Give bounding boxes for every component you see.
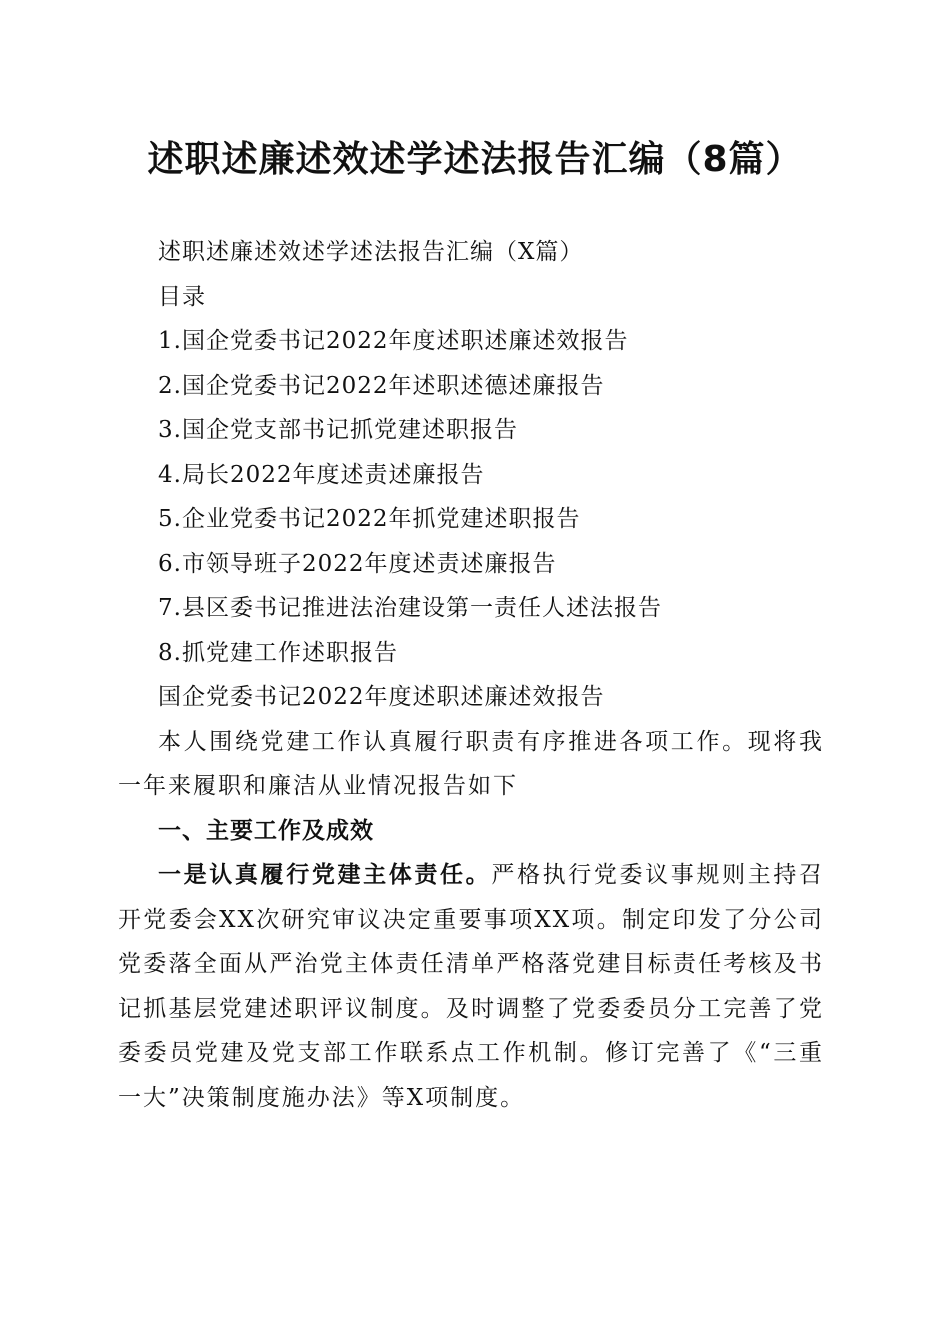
document-title: 述职述廉述效述学述法报告汇编（8篇） <box>147 139 803 180</box>
toc-label: 目录 <box>158 283 206 310</box>
toc-item-6: 6.市领导班子2022年度述责述廉报告 <box>158 550 557 577</box>
toc-item-5: 5.企业党委书记2022年抓党建述职报告 <box>158 506 581 532</box>
intro-paragraph: 本人围绕党建工作认真履行职责有序推进各项工作。现将我一年来履职和廉洁从业情况报告如下 <box>118 728 824 799</box>
paragraph-1-lead: 一是认真履行党建主体责任。 <box>158 862 492 888</box>
paragraph-1-text: 严格执行党委议事规则主持召开党委会XX次研究审议决定重要事项XX项。制定印发了分公司党委落全面从严治党主体责任清单严格落党建目标责任考核及书记抓基层党建述职评议制度。及时调整了党委委员分工完善了党委委员党建及党支部工作联系点工作机制。修订完善了《“三重一大”决策制度施办法》等X项制度。 <box>118 862 825 1111</box>
toc-item-3: 3.国企党支部书记抓党建述职报告 <box>158 417 518 443</box>
paragraph-1 <box>118 853 824 1120</box>
toc-item-8: 8.抓党建工作述职报告 <box>158 639 398 666</box>
section-title: 国企党委书记2022年度述职述廉述效报告 <box>158 684 605 710</box>
document-body <box>118 230 824 1120</box>
toc-item-7: 7.县区委书记推进法治建设第一责任人述法报告 <box>158 595 662 621</box>
toc-item-2: 2.国企党委书记2022年述职述德述廉报告 <box>158 372 605 399</box>
heading-main-work: 一、主要工作及成效 <box>158 817 374 844</box>
toc-item-4: 4.局长2022年度述责述廉报告 <box>158 461 485 488</box>
toc-item-1: 1.国企党委书记2022年度述职述廉述效报告 <box>158 328 629 354</box>
subtitle: 述职述廉述效述学述法报告汇编（X篇） <box>158 239 584 265</box>
